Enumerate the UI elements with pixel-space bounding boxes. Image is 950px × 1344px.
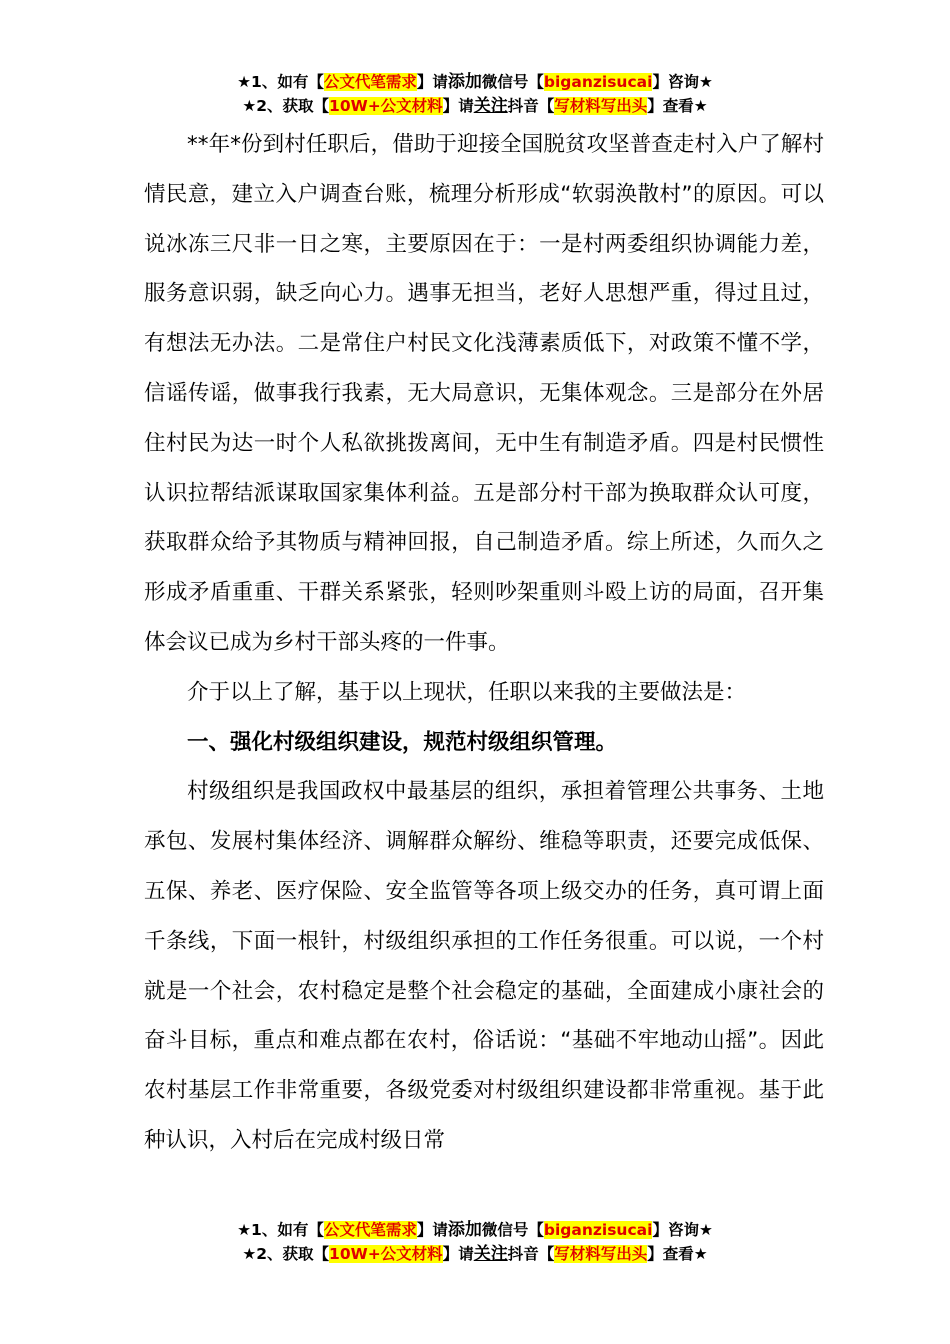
section-heading: 一、强化村级组织建设，规范村级组织管理。 xyxy=(187,729,618,755)
promo-line-2 xyxy=(0,1242,950,1266)
promo-wechat-id: biganzisucai xyxy=(543,73,653,91)
promo-line-1 xyxy=(0,70,950,94)
promo-emphasis: 添加 xyxy=(447,72,482,92)
promo-douyin-id: 写材料写出头 xyxy=(554,97,648,115)
paragraph: **年*份到村任职后，借助于迎接全国脱贫攻坚普查走村入户了解村情民意，建立入户调查台账，梳理分析形成“软弱涣散村”的原因。可以说冰冻三尺非一日之寒，主要原因在于：一是村两委组织协调能力差，服务意识弱，缺乏向心力。遇事无担当，老好人思想严重，得过且过，有想法无办法。二是常住户村民文化浅薄素质低下，对政策不懂不学，信谣传谣，做事我行我素，无大局意识，无集体观念。三是部分在外居住村民为达一时个人私欲挑拨离间，无中生有制造矛盾。四是村民惯性认识拉帮结派谋取国家集体利益。五是部分村干部为换取群众认可度，获取群众给予其物质与精神回报，自己制造矛盾。综上所述，久而久之形成矛盾重重、干群关系紧张，轻则吵架重则斗殴上访的局面，召开集体会议已成为乡村干部头疼的一件事。 xyxy=(144,132,824,655)
promo-text: ★1、如有【 xyxy=(237,1221,324,1239)
promo-highlight: 10W+公文材料 xyxy=(329,97,443,115)
promo-line-2 xyxy=(0,94,950,118)
promo-highlight: 公文代笔需求 xyxy=(323,1221,417,1239)
promo-highlight: 公文代笔需求 xyxy=(323,73,417,91)
promo-line-1 xyxy=(0,1218,950,1242)
promo-text: 微信号【 xyxy=(481,1221,544,1239)
promo-text: 抖音【 xyxy=(507,97,555,115)
footer-promo xyxy=(0,1218,950,1266)
header-promo xyxy=(0,70,950,118)
promo-wechat-id: biganzisucai xyxy=(543,1221,653,1239)
promo-text: 】请 xyxy=(416,73,448,91)
promo-text: ★2、获取【 xyxy=(242,1245,330,1263)
promo-text: 】查看★ xyxy=(647,97,708,115)
promo-text: 抖音【 xyxy=(507,1245,555,1263)
promo-text: 】请 xyxy=(442,1245,474,1263)
paragraph: 介于以上了解，基于以上现状，任职以来我的主要做法是： xyxy=(187,679,747,705)
promo-douyin-id: 写材料写出头 xyxy=(554,1245,648,1263)
promo-text: 微信号【 xyxy=(481,73,544,91)
promo-text: 】查看★ xyxy=(647,1245,708,1263)
promo-text: 】请 xyxy=(416,1221,448,1239)
document-body xyxy=(144,120,824,1166)
promo-text: ★2、获取【 xyxy=(242,97,330,115)
promo-highlight: 10W+公文材料 xyxy=(329,1245,443,1263)
promo-emphasis: 关注 xyxy=(473,1244,508,1264)
promo-emphasis: 关注 xyxy=(473,96,508,116)
promo-emphasis: 添加 xyxy=(447,1220,482,1240)
promo-text: 】咨询★ xyxy=(652,1221,713,1239)
promo-text: 】咨询★ xyxy=(652,73,713,91)
paragraph: 村级组织是我国政权中最基层的组织，承担着管理公共事务、土地承包、发展村集体经济、调解群众解纷、维稳等职责，还要完成低保、五保、养老、医疗保险、安全监管等各项上级交办的任务，真可谓上面千条线，下面一根针，村级组织承担的工作任务很重。可以说，一个村就是一个社会，农村稳定是整个社会稳定的基础，全面建成小康社会的奋斗目标，重点和难点都在农村，俗话说：“基础不牢地动山摇”。因此农村基层工作非常重要，各级党委对村级组织建设都非常重视。基于此种认识，入村后在完成村级日常 xyxy=(144,779,824,1153)
promo-text: 】请 xyxy=(442,97,474,115)
promo-text: ★1、如有【 xyxy=(237,73,324,91)
